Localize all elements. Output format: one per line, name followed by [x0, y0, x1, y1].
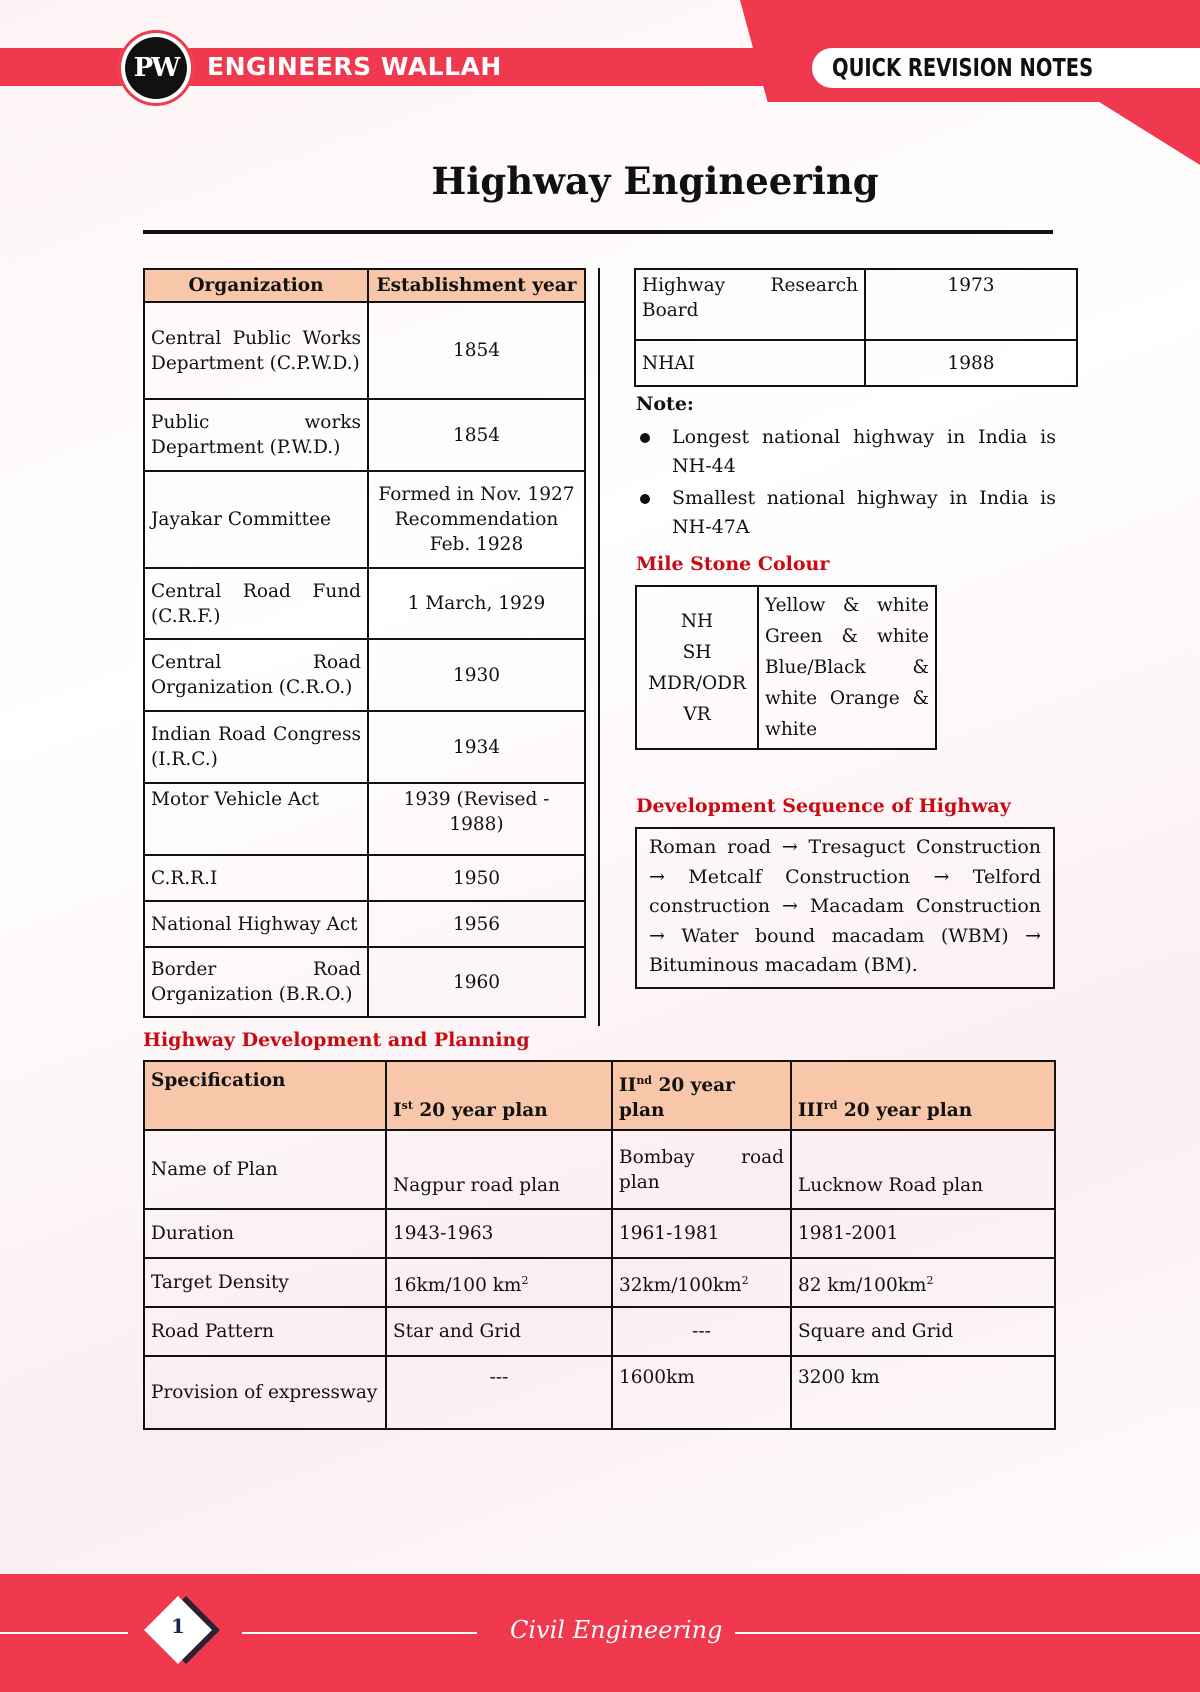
org-year: 1950 [368, 855, 585, 901]
table-row [144, 1258, 1055, 1307]
org-year: 1 March, 1929 [368, 568, 585, 639]
org-year: 1939 (Revised - 1988) [368, 783, 585, 855]
org-year: 1934 [368, 711, 585, 783]
table-row [635, 340, 1077, 386]
org-name: Border Road Organization (B.R.O.) [144, 947, 368, 1017]
org-name: Central Road Fund (C.R.F.) [144, 568, 368, 639]
spec-name: Name of Plan [144, 1130, 386, 1209]
milestone-type: NH [680, 610, 714, 632]
column-header-plan-1 [386, 1061, 612, 1130]
organization-table-continued [634, 268, 1078, 387]
density-value: 32km/100km [619, 1274, 742, 1296]
footer-subject: Civil Engineering [510, 1616, 723, 1644]
org-name: Indian Road Congress (I.R.C.) [144, 711, 368, 783]
plan-1-value: Star and Grid [386, 1307, 612, 1356]
unit-exponent: 2 [926, 1273, 934, 1287]
org-year: 1854 [368, 302, 585, 399]
table-row [144, 471, 585, 568]
org-name: Central Public Works Department (C.P.W.D.) [144, 302, 368, 399]
column-header-plan-2 [612, 1061, 791, 1130]
brand-name: ENGINEERS WALLAH [207, 52, 502, 81]
plan-1-value [386, 1258, 612, 1307]
milestone-table [635, 585, 937, 750]
page-number: 1 [171, 1614, 185, 1638]
org-year: 1973 [865, 269, 1077, 340]
org-name: NHAI [635, 340, 865, 386]
plan-3-value: 3200 km [791, 1356, 1055, 1429]
density-value: 82 km/100km [798, 1274, 927, 1296]
footer-rule-left [0, 1632, 128, 1634]
milestone-type: SH [682, 641, 712, 663]
table-row [144, 711, 585, 783]
org-name: Motor Vehicle Act [144, 783, 368, 855]
bullet-icon [640, 494, 650, 504]
density-value: 16km/100 km [393, 1274, 522, 1296]
milestone-heading: Mile Stone Colour [636, 553, 830, 575]
plan-2-value: 1600km [612, 1356, 791, 1429]
org-name: Central Road Organization (C.R.O.) [144, 639, 368, 711]
spec-name: Target Density [144, 1258, 386, 1307]
plan-ordinal-suffix: nd [636, 1074, 653, 1087]
table-row [144, 1209, 1055, 1258]
pw-logo-mark: PW [125, 37, 187, 99]
plans-heading: Highway Development and Planning [143, 1029, 530, 1051]
list-item [636, 484, 1056, 542]
spec-name: Duration [144, 1209, 386, 1258]
table-row [144, 399, 585, 471]
plan-ordinal: I [393, 1100, 402, 1122]
unit-exponent: 2 [521, 1273, 529, 1287]
table-row [144, 1356, 1055, 1429]
org-name: Public works Department (P.W.D.) [144, 399, 368, 471]
note-text: Longest national highway in India is NH-44 [672, 426, 1056, 477]
plan-2-value: Bombay road plan [612, 1130, 791, 1209]
milestone-type: MDR/ODR [648, 672, 746, 694]
plan-2-value: --- [612, 1307, 791, 1356]
table-row [144, 1307, 1055, 1356]
column-header-year: Establishment year [368, 269, 585, 302]
plan-1-value: 1943-1963 [386, 1209, 612, 1258]
table-row [144, 947, 585, 1017]
pw-logo [118, 30, 194, 106]
unit-exponent: 2 [741, 1273, 749, 1287]
plan-ordinal: II [619, 1075, 637, 1097]
column-header-plan-3 [791, 1061, 1055, 1130]
footer-rule-right [735, 1632, 1200, 1634]
table-row [144, 302, 585, 399]
plan-ordinal-suffix: rd [823, 1099, 838, 1112]
org-name: Highway Research Board [635, 269, 865, 340]
table-header-row [144, 1061, 1055, 1130]
header-badge-text: QUICK REVISION NOTES [832, 53, 1094, 82]
org-year: 1956 [368, 901, 585, 947]
org-year: 1930 [368, 639, 585, 711]
development-heading: Development Sequence of Highway [636, 795, 1011, 817]
plan-header-text: 20 year plan [837, 1100, 973, 1122]
plan-3-value: 1981-2001 [791, 1209, 1055, 1258]
org-year: 1988 [865, 340, 1077, 386]
page-title: Highway Engineering [431, 159, 879, 203]
organization-table [143, 268, 586, 1018]
list-item [636, 423, 1056, 481]
milestone-colours: Yellow & white Green & white Blue/Black & white Orange & white [758, 586, 936, 749]
page-number-badge [150, 1600, 218, 1668]
column-separator [598, 268, 600, 1026]
org-name: Jayakar Committee [144, 471, 368, 568]
table-row [144, 783, 585, 855]
plan-ordinal: III [798, 1100, 824, 1122]
table-header-row [144, 269, 585, 302]
plan-1-value: Nagpur road plan [386, 1130, 612, 1209]
header-corner-diagonal [1080, 90, 1200, 165]
title-rule [143, 230, 1053, 234]
table-row [144, 568, 585, 639]
note-text: Smallest national highway in India is NH-47A [672, 487, 1056, 538]
table-row [144, 855, 585, 901]
plan-3-value: Lucknow Road plan [791, 1130, 1055, 1209]
org-name: National Highway Act [144, 901, 368, 947]
plan-header-text: 20 year plan [412, 1100, 548, 1122]
org-year: 1960 [368, 947, 585, 1017]
plan-1-value: --- [386, 1356, 612, 1429]
milestone-type: VR [683, 703, 711, 725]
table-row [144, 901, 585, 947]
column-header-organization: Organization [144, 269, 368, 302]
table-row [635, 269, 1077, 340]
org-year: Formed in Nov. 1927 Recommendation Feb. 1928 [368, 471, 585, 568]
plan-ordinal-suffix: st [401, 1099, 413, 1112]
note-label: Note: [636, 393, 694, 415]
spec-name: Road Pattern [144, 1307, 386, 1356]
footer-rule-mid [242, 1632, 477, 1634]
plan-3-value: Square and Grid [791, 1307, 1055, 1356]
highway-plans-table [143, 1060, 1056, 1430]
spec-name: Provision of expressway [144, 1356, 386, 1429]
table-row [144, 639, 585, 711]
org-name: C.R.R.I [144, 855, 368, 901]
plan-2-value [612, 1258, 791, 1307]
plan-2-value: 1961-1981 [612, 1209, 791, 1258]
plan-header-text: 20 year plan [619, 1075, 735, 1122]
org-year: 1854 [368, 399, 585, 471]
table-row [144, 1130, 1055, 1209]
table-row [636, 586, 936, 749]
column-header-specification: Specification [144, 1061, 386, 1130]
plan-3-value [791, 1258, 1055, 1307]
note-list [636, 423, 1056, 545]
development-sequence-box: Roman road → Tresaguct Construction → Metcalf Construction → Telford construction → Macadam Construction → Water bound macadam (WBM) → Bituminous macadam (BM). [635, 827, 1055, 989]
bullet-icon [640, 433, 650, 443]
milestone-types [636, 586, 758, 749]
